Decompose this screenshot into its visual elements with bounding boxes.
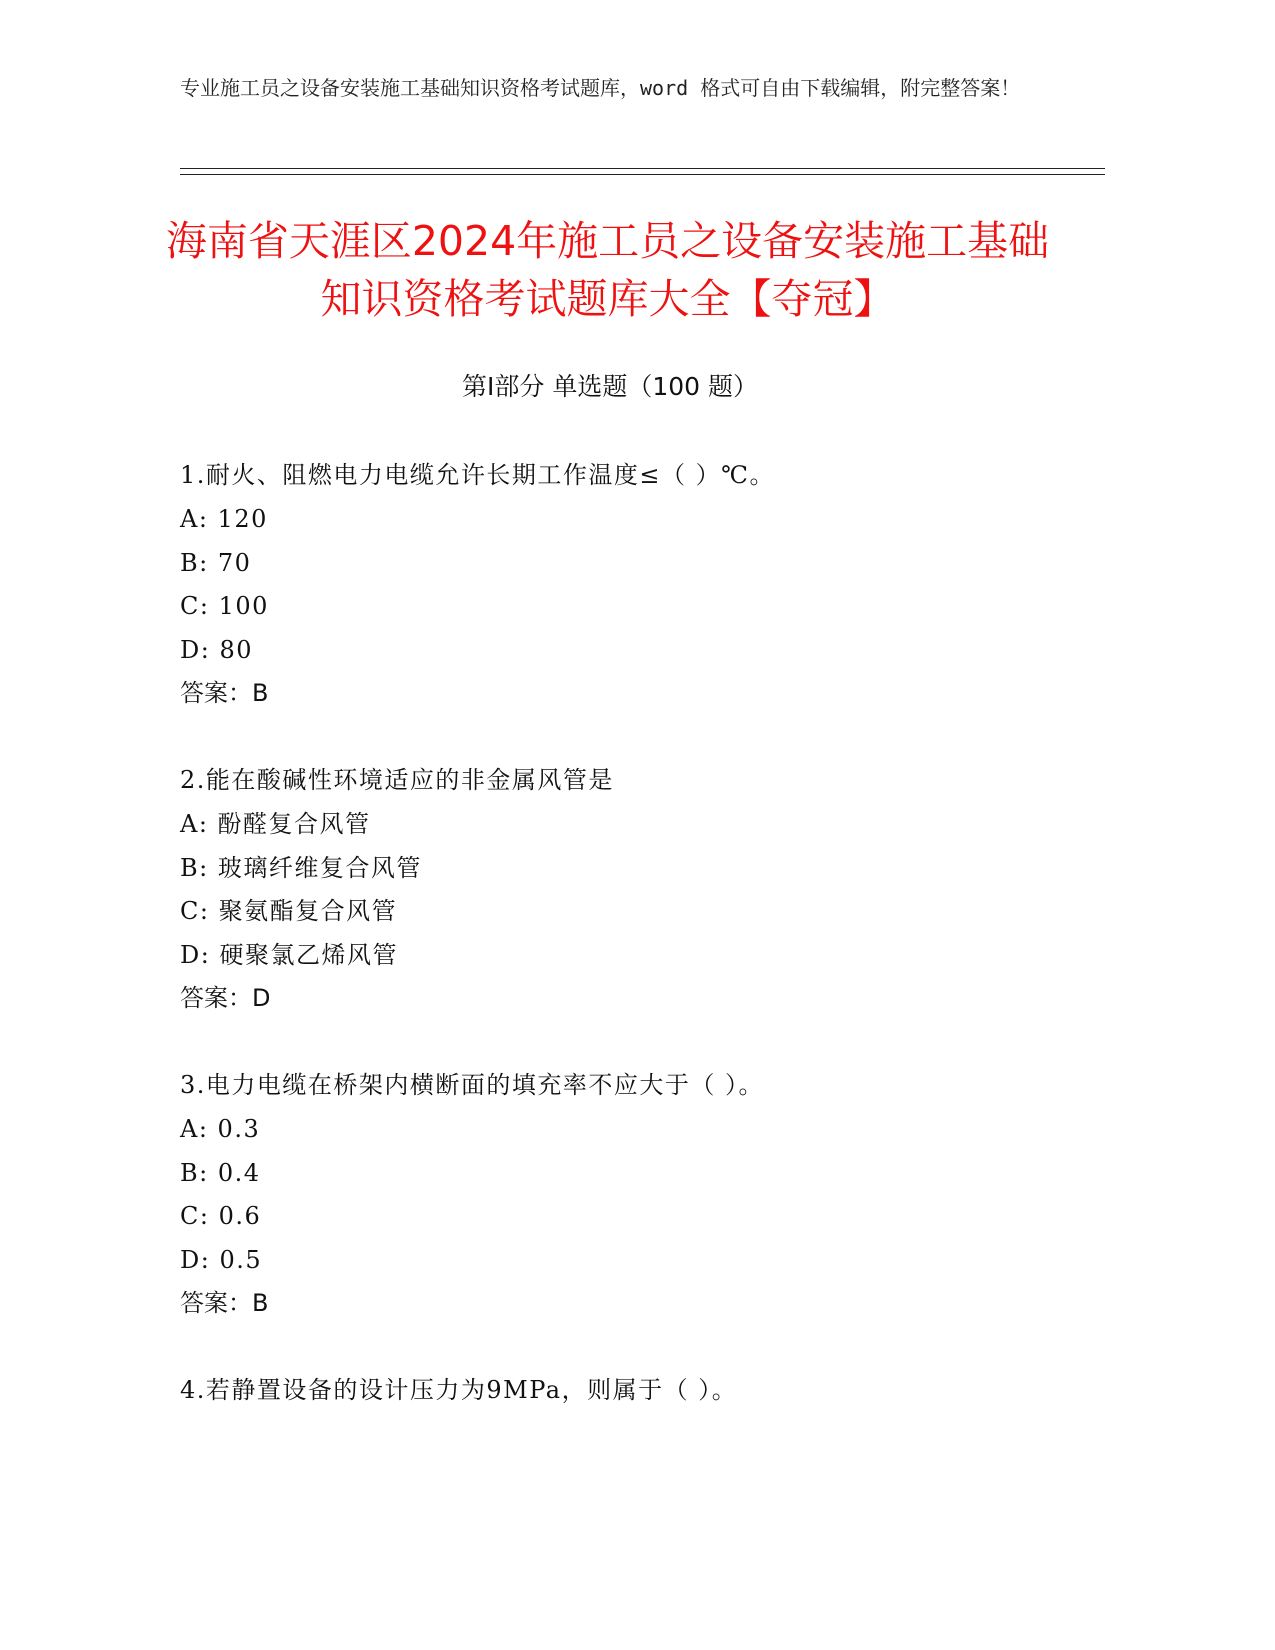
option-a: A: 120 bbox=[180, 505, 268, 533]
question-4 bbox=[180, 1375, 1080, 1419]
option-a: A: 酚醛复合风管 bbox=[180, 810, 371, 838]
question-3 bbox=[180, 1070, 1080, 1332]
option-d: D: 0.5 bbox=[180, 1245, 263, 1274]
option-c: C: 聚氨酯复合风管 bbox=[180, 897, 398, 925]
question-stem: 2.能在酸碱性环境适应的非金属风管是 bbox=[180, 766, 614, 794]
answer: 答案：B bbox=[180, 1289, 269, 1317]
option-b: B: 玻璃纤维复合风管 bbox=[180, 853, 422, 882]
header-note: 专业施工员之设备安装施工基础知识资格考试题库，word 格式可自由下载编辑，附完整答案！ bbox=[180, 76, 1021, 100]
question-1 bbox=[180, 460, 1080, 722]
option-a: A: 0.3 bbox=[180, 1115, 261, 1143]
option-c: C: 100 bbox=[180, 592, 269, 620]
document-title: 海南省天涯区2024年施工员之设备安装施工基础知识资格考试题库大全【夺冠】 bbox=[165, 217, 1050, 323]
option-d: D: 80 bbox=[180, 635, 253, 664]
answer: 答案：B bbox=[180, 679, 269, 707]
question-stem: 3.电力电缆在桥架内横断面的填充率不应大于（ ）。 bbox=[180, 1071, 765, 1099]
option-d: D: 硬聚氯乙烯风管 bbox=[180, 940, 398, 969]
question-stem: 1.耐火、阻燃电力电缆允许长期工作温度≤（ ）℃。 bbox=[180, 461, 775, 489]
question-stem: 4.若静置设备的设计压力为9MPa，则属于（ ）。 bbox=[180, 1376, 738, 1404]
header-divider-bottom bbox=[180, 174, 1105, 175]
section-title: 第Ⅰ部分 单选题（100 题） bbox=[462, 372, 758, 401]
option-b: B: 70 bbox=[180, 548, 252, 577]
option-c: C: 0.6 bbox=[180, 1202, 262, 1230]
option-b: B: 0.4 bbox=[180, 1158, 261, 1187]
question-2 bbox=[180, 765, 1080, 1027]
answer: 答案：D bbox=[180, 984, 271, 1012]
header-divider-top bbox=[180, 168, 1105, 169]
